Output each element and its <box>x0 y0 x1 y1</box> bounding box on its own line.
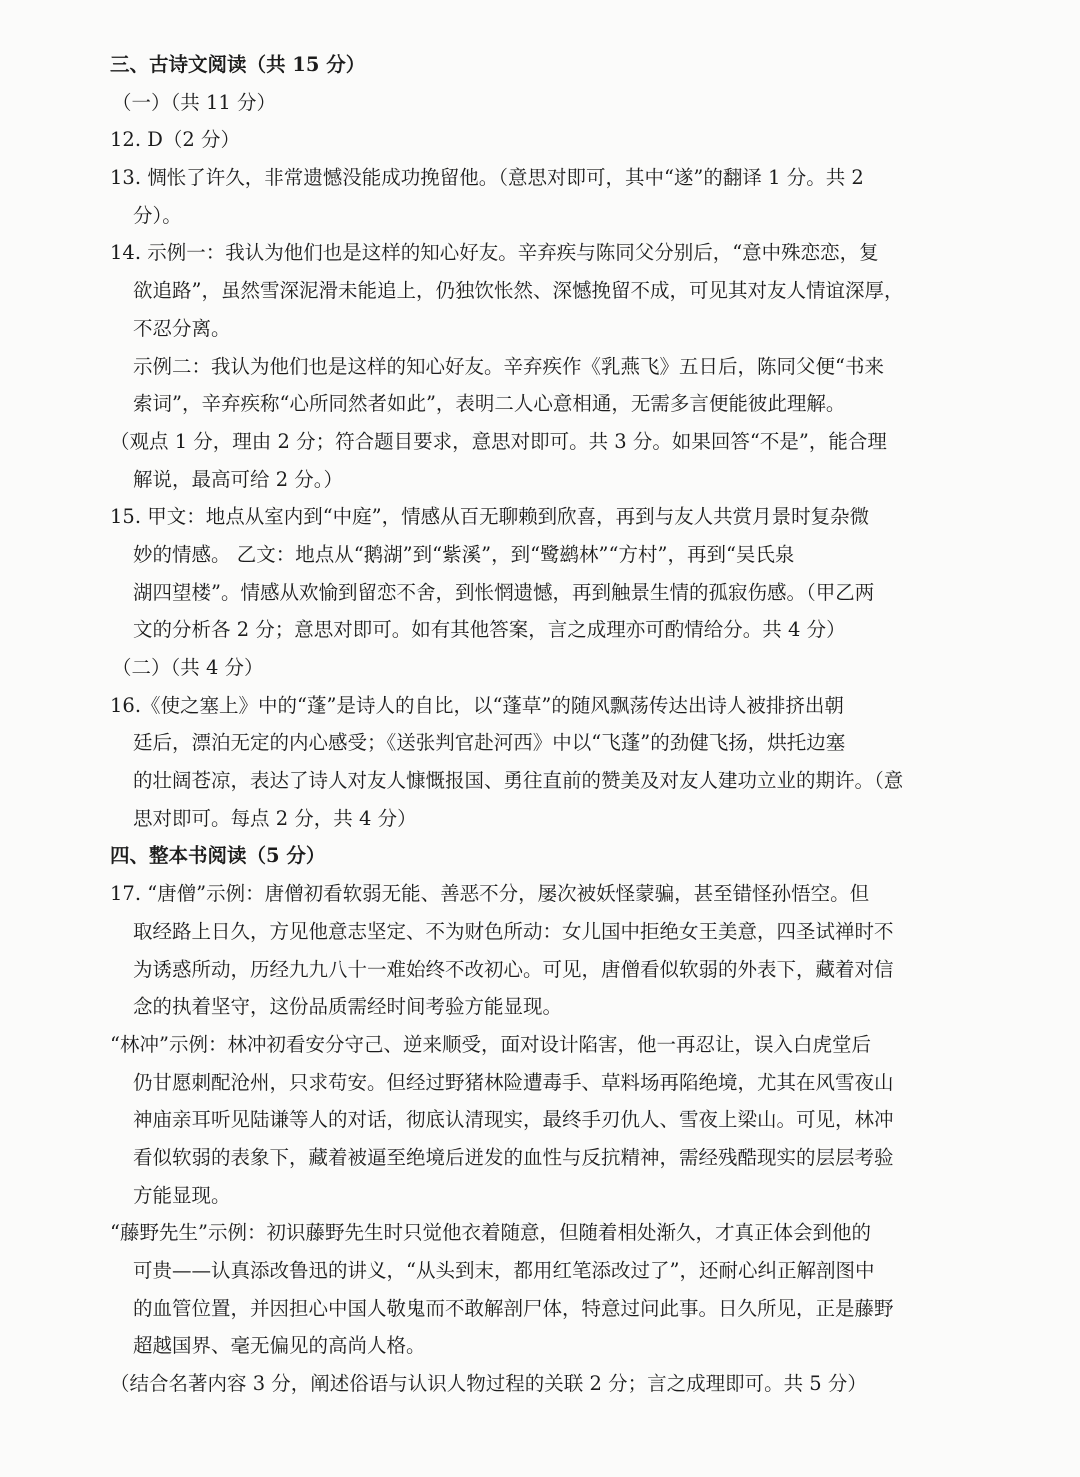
answer-q14-scoring-line2: 解说，最高可给 2 分。） <box>133 467 344 491</box>
answer-q17-tangseng-line4: 念的执着坚守，这份品质需经时间考验方能显现。 <box>133 995 563 1019</box>
answer-q17-tengye-line2: 可贵——认真添改鲁迅的讲义，“从头到末，都用红笔添改过了”，还耐心纠正解剖图中 <box>133 1259 875 1282</box>
subsection-heading-part-one: （一）（共 11 分） <box>112 90 276 114</box>
answer-q16-line4: 思对即可。每点 2 分，共 4 分） <box>133 806 417 830</box>
answer-q15-line4: 文的分析各 2 分；意思对即可。如有其他答案，言之成理亦可酌情给分。共 4 分） <box>133 618 846 642</box>
answer-q17-tangseng-line3: 为诱惑所动，历经九九八十一难始终不改初心。可见，唐僧看似软弱的外表下，藏着对信 <box>133 957 894 981</box>
answer-q17-linchong-line5: 方能显现。 <box>133 1183 231 1207</box>
section-heading-whole-book: 四、整本书阅读（5 分） <box>110 844 326 868</box>
answer-q17-linchong-line1: “林冲”示例：林冲初看安分守己、逆来顺受，面对设计陷害，他一再忍让，误入白虎堂后 <box>110 1032 871 1056</box>
answer-q15-line2: 妙的情感。 乙文：地点从“鹅湖”到“紫溪”，到“鹭鹚林”“方村”，再到“吴氏泉 <box>133 542 795 566</box>
answer-q15-line1: 15. 甲文：地点从室内到“中庭”，情感从百无聊赖到欣喜，再到与友人共赏月景时复杂微 <box>110 505 870 529</box>
answer-q15-line3: 湖四望楼”。情感从欢愉到留恋不舍，到怅惘遗憾，再到触景生情的孤寂伤感。（甲乙两 <box>133 580 875 604</box>
answer-q16-line3: 的壮阔苍凉，表达了诗人对友人慷慨报国、勇往直前的赞美及对友人建功立业的期许。（意 <box>133 769 904 793</box>
answer-q13-line1: 13. 惆怅了许久，非常遗憾没能成功挽留他。（意思对即可，其中“遂”的翻译 1 分。共 2 <box>110 166 864 190</box>
answer-q16-line2: 廷后，漂泊无定的内心感受；《送张判官赴河西》中以“飞蓬”的劲健飞扬，烘托边塞 <box>133 731 846 755</box>
answer-q14-line2: 欲追路”，虽然雪深泥滑未能追上，仍独饮怅然、深憾挽留不成，可见其对友人情谊深厚， <box>133 279 904 303</box>
section-heading-classical-poetry: 三、古诗文阅读（共 15 分） <box>110 53 366 76</box>
answer-text-block <box>110 46 950 1403</box>
answer-q13-line2: 分）。 <box>133 203 182 227</box>
answer-q17-tangseng-line2: 取经路上日久，方见他意志坚定、不为财色所动：女儿国中拒绝女王美意，四圣试禅时不 <box>133 919 894 943</box>
answer-q14-example2-line1: 示例二：我认为他们也是这样的知心好友。辛弃疾作《乳燕飞》五日后，陈同父便“书来 <box>133 354 884 378</box>
answer-q17-tengye-line1: “藤野先生”示例：初识藤野先生时只觉他衣着随意，但随着相处渐久，才真正体会到他的 <box>110 1221 871 1245</box>
answer-q14-example2-line2: 索词”，辛弃疾称“心所同然者如此”，表明二人心意相通，无需多言便能彼此理解。 <box>133 392 846 416</box>
answer-q14-line1: 14. 示例一：我认为他们也是这样的知心好友。辛弃疾与陈同父分别后，“意中殊恋恋，复 <box>110 241 879 265</box>
answer-q14-line3: 不忍分离。 <box>133 316 231 340</box>
subsection-heading-part-two: （二）（共 4 分） <box>112 656 264 679</box>
answer-q14-scoring-line1: （观点 1 分，理由 2 分；符合题目要求，意思对即可。共 3 分。如果回答“不是”，能合理 <box>110 429 887 453</box>
answer-q17-tengye-line4: 超越国界、毫无偏见的高尚人格。 <box>133 1334 426 1358</box>
answer-q17-linchong-line4: 看似软弱的表象下，藏着被逼至绝境后迸发的血性与反抗精神，需经残酷现实的层层考验 <box>133 1145 894 1169</box>
answer-q17-linchong-line3: 神庙亲耳听见陆谦等人的对话，彻底认清现实，最终手刃仇人、雪夜上梁山。可见，林冲 <box>133 1108 894 1132</box>
answer-q17-tengye-line3: 的血管位置，并因担心中国人敬鬼而不敢解剖尸体，特意过问此事。日久所见，正是藤野 <box>133 1296 894 1320</box>
answer-q12: 12. D（2 分） <box>110 128 240 152</box>
answer-q17-tangseng-line1: 17. “唐僧”示例：唐僧初看软弱无能、善恶不分，屡次被妖怪蒙骗，甚至错怪孙悟空。但 <box>110 882 870 906</box>
answer-q17-linchong-line2: 仍甘愿刺配沧州，只求苟安。但经过野猪林险遭毒手、草料场再陷绝境，尤其在风雪夜山 <box>133 1070 894 1094</box>
answer-q16-line1: 16.《使之塞上》中的“蓬”是诗人的自比，以“蓬草”的随风飘荡传达出诗人被排挤出朝 <box>110 693 844 717</box>
answer-q17-scoring: （结合名著内容 3 分，阐述俗语与认识人物过程的关联 2 分；言之成理即可。共 5 分） <box>110 1372 867 1396</box>
